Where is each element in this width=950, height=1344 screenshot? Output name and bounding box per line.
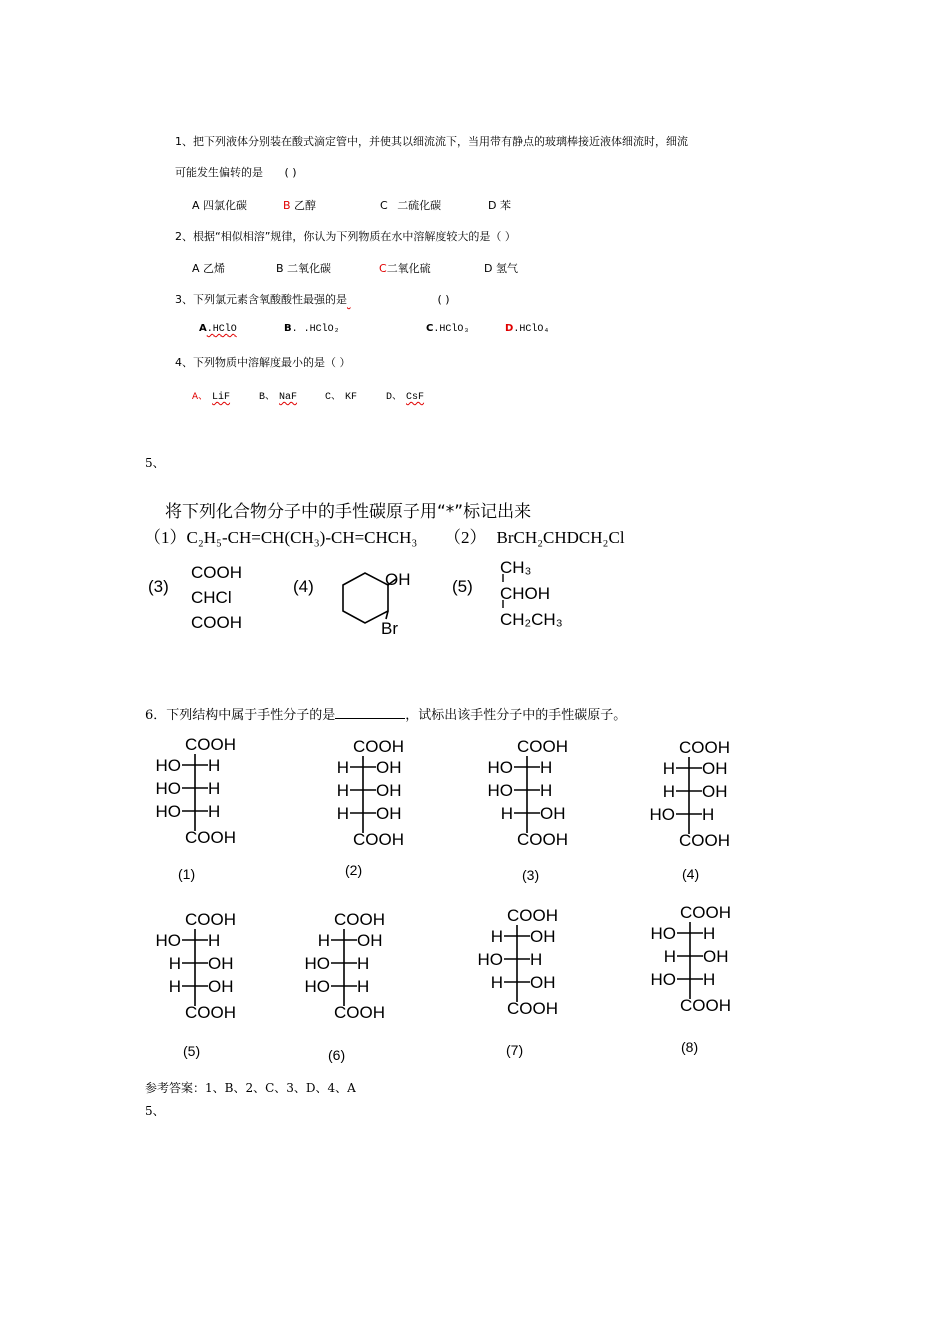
fischer-right-substituent: OH [376, 804, 402, 823]
fischer-projection-3 [477, 737, 582, 853]
fischer-svg [145, 735, 250, 851]
fischer-right-substituent: OH [208, 954, 234, 973]
fischer-label: (2) [345, 862, 363, 878]
q3-option-letter: D [505, 323, 514, 334]
fischer-left-substituent: HO [304, 977, 330, 996]
fischer-label: (7) [506, 1042, 524, 1058]
fischer-svg [477, 737, 582, 853]
fischer-left-substituent: HO [155, 931, 181, 950]
q3-option-letter: C [426, 323, 434, 334]
q4-option-letter: D、 [386, 392, 403, 403]
q3-option-a [199, 323, 237, 335]
fischer-right-substituent: H [540, 781, 553, 800]
q2-option-a [192, 260, 225, 276]
q6-stem [145, 704, 626, 723]
q5-compound-3-line: COOH [191, 613, 242, 632]
fischer-left-substituent: HO [155, 802, 181, 821]
q5-compound-5-line: CHOH [500, 584, 551, 603]
q5-compound-2 [444, 523, 625, 548]
q4-option-a [192, 387, 230, 403]
fischer-bottom-group: COOH [185, 1003, 236, 1022]
fischer-projection-8 [640, 903, 745, 1019]
fischer-left-substituent: H [336, 804, 349, 823]
fischer-left-substituent: H [168, 977, 181, 996]
q1-stem-line1: 1、把下列液体分别装在酸式滴定管中，并使其以细流流下，当用带有静点的玻璃棒接近液体细流时，细流 [175, 135, 688, 148]
fischer-projection-6 [294, 910, 399, 1026]
fischer-right-substituent: OH [702, 759, 728, 778]
q1-option-text: 乙醇 [294, 199, 317, 212]
q6-answer-blank [335, 707, 405, 719]
fischer-left-substituent: HO [487, 781, 513, 800]
q2-option-b [276, 260, 331, 276]
fischer-left-substituent: H [336, 758, 349, 777]
fischer-left-substituent: H [490, 973, 503, 992]
fischer-label: (5) [183, 1043, 201, 1059]
q5-compound-3 [191, 560, 242, 635]
fischer-bottom-group: COOH [680, 996, 731, 1015]
fischer-left-substituent: HO [649, 805, 675, 824]
fischer-projection-4 [639, 738, 744, 854]
fischer-top-group: COOH [353, 737, 404, 756]
q6-stem-b: ，试标出该手性分子中的手性碳原子。 [405, 708, 627, 723]
q3-stem-row [175, 291, 450, 307]
fischer-label: (6) [328, 1047, 346, 1063]
q1-stem-text: 可能发生偏转的是 [175, 166, 263, 179]
fischer-projection-2 [313, 737, 418, 853]
fischer-top-group: COOH [680, 903, 731, 922]
fischer-svg [467, 906, 572, 1022]
q4-option-d [386, 387, 424, 403]
fischer-right-substituent: OH [357, 931, 383, 950]
fischer-top-group: COOH [334, 910, 385, 929]
fischer-right-substituent: H [208, 779, 221, 798]
q3-option-text: .HClO [206, 324, 237, 335]
fischer-right-substituent: H [702, 805, 715, 824]
q4-option-letter: C、 [325, 392, 342, 403]
q4-option-text: KF [345, 392, 358, 403]
q5-compound-3-line: COOH [191, 563, 242, 582]
q4-option-letter: B、 [259, 392, 276, 403]
fischer-projection-1 [145, 735, 250, 851]
q2-option-letter: B [276, 262, 284, 275]
fischer-right-substituent: OH [703, 947, 729, 966]
fischer-top-group: COOH [679, 738, 730, 757]
q4-option-b [259, 387, 297, 403]
fischer-label: (4) [682, 866, 700, 882]
fischer-bottom-group: COOH [679, 831, 730, 850]
q3-answer-blank [347, 293, 432, 306]
fischer-left-substituent: H [317, 931, 330, 950]
fischer-left-substituent: H [663, 947, 676, 966]
q2-option-c [379, 260, 431, 276]
q2-option-letter: C [379, 262, 387, 275]
fischer-right-substituent: OH [530, 927, 556, 946]
fischer-label: (3) [522, 867, 540, 883]
fischer-right-substituent: H [208, 756, 221, 775]
fischer-right-substituent: H [208, 802, 221, 821]
q1-option-d [488, 197, 511, 213]
q5-compound-1 [144, 523, 417, 548]
q3-stem: 3、下列氯元素含氧酸酸性最强的是 [175, 293, 347, 306]
fischer-projection-7 [467, 906, 572, 1022]
q3-option-letter: B [284, 323, 292, 334]
q5-compound-5-line: CH₃ [500, 558, 532, 577]
q2-option-text: 二氧化碳 [287, 262, 332, 275]
fischer-top-group: COOH [185, 735, 236, 754]
q2-option-text: 乙烯 [203, 262, 226, 275]
q1-option-c [380, 197, 441, 213]
q5-title: 将下列化合物分子中的手性碳原子用“*”标记出来 [165, 502, 532, 522]
q3-option-text: .HClO₄ [513, 324, 550, 335]
fischer-svg [640, 903, 745, 1019]
fischer-left-substituent: H [662, 759, 675, 778]
fischer-left-substituent: H [662, 782, 675, 801]
q5-compound-label: （2） [444, 528, 487, 547]
fischer-label: (8) [681, 1039, 699, 1055]
fischer-left-substituent: HO [650, 970, 676, 989]
fischer-left-substituent: HO [487, 758, 513, 777]
q2-option-letter: D [484, 262, 493, 275]
q5-compound-4-br: Br [381, 619, 398, 638]
fischer-left-substituent: H [336, 781, 349, 800]
q1-option-letter: B [283, 199, 291, 212]
fischer-svg [313, 737, 418, 853]
q5-compound-formula: BrCH₂CHDCH₂Cl [496, 528, 625, 547]
q4-option-letter: A、 [192, 392, 209, 403]
fischer-right-substituent: H [540, 758, 553, 777]
q4-option-text: LiF [212, 392, 231, 403]
answer-key-q5: 5、 [145, 1104, 165, 1118]
q3-option-d [505, 323, 549, 335]
fischer-bottom-group: COOH [517, 830, 568, 849]
q1-option-text: 四氯化碳 [203, 199, 248, 212]
q1-stem-line2 [175, 164, 297, 180]
q3-option-text: . .HClO₂ [291, 324, 340, 335]
q5-compound-5-label: (5) [452, 577, 473, 596]
q6-stem-a: 6．下列结构中属于手性分子的是 [145, 708, 336, 723]
q3-option-text: .HClO₃ [433, 324, 470, 335]
q5-compound-3-label: (3) [148, 577, 169, 596]
fischer-left-substituent: HO [304, 954, 330, 973]
q1-option-letter: D [488, 199, 497, 212]
q2-option-d [484, 260, 518, 276]
answer-key: 参考答案：1、B、2、C、3、D、4、A [145, 1081, 356, 1095]
fischer-top-group: COOH [517, 737, 568, 756]
q5-compound-5-bonds [500, 570, 510, 640]
fischer-bottom-group: COOH [507, 999, 558, 1018]
fischer-projection-5 [145, 910, 250, 1026]
fischer-right-substituent: H [208, 931, 221, 950]
fischer-svg [145, 910, 250, 1026]
fischer-right-substituent: OH [702, 782, 728, 801]
q3-option-letter: A [199, 323, 207, 334]
fischer-left-substituent: H [168, 954, 181, 973]
fischer-bottom-group: COOH [334, 1003, 385, 1022]
q2-option-letter: A [192, 262, 200, 275]
fischer-right-substituent: H [357, 977, 370, 996]
fischer-right-substituent: OH [540, 804, 566, 823]
q1-option-b [283, 197, 316, 213]
q5-compound-formula: C₂H₅-CH=CH(CH₃)-CH=CHCH₃ [186, 528, 418, 547]
q5-compound-5-line: CH₂CH₃ [500, 610, 563, 629]
q3-option-c [426, 323, 469, 335]
q1-option-text: 苯 [499, 199, 511, 212]
fischer-left-substituent: HO [650, 924, 676, 943]
fischer-right-substituent: H [703, 924, 716, 943]
fischer-left-substituent: HO [155, 779, 181, 798]
q5-compound-3-line: CHCl [191, 588, 232, 607]
fischer-svg [294, 910, 399, 1026]
q2-option-text: 二氧化硫 [386, 262, 431, 275]
fischer-left-substituent: HO [155, 756, 181, 775]
q1-option-text: 二硫化碳 [397, 199, 442, 212]
q4-option-c [325, 387, 357, 403]
q4-option-text: NaF [279, 392, 298, 403]
q1-option-letter: A [192, 199, 200, 212]
q3-paren: ( ) [437, 293, 450, 306]
fischer-bottom-group: COOH [185, 828, 236, 847]
q5-compound-4-oh: OH [385, 570, 411, 589]
q2-stem: 2、根据“相似相溶”规律，你认为下列物质在水中溶解度较大的是（ ） [175, 230, 516, 243]
fischer-right-substituent: H [703, 970, 716, 989]
fischer-top-group: COOH [185, 910, 236, 929]
q5-compound-4-label: (4) [293, 577, 314, 596]
fischer-right-substituent: OH [376, 781, 402, 800]
q1-paren: ( ) [284, 166, 297, 179]
q1-option-a [192, 197, 247, 213]
q3-option-b [284, 323, 340, 335]
q1-option-letter: C [380, 199, 388, 212]
q4-stem: 4、下列物质中溶解度最小的是（ ） [175, 356, 351, 369]
ring-shape [343, 573, 388, 623]
q5-number: 5、 [145, 456, 165, 470]
fischer-label: (1) [178, 866, 196, 882]
q2-option-text: 氢气 [495, 262, 518, 275]
fischer-svg [639, 738, 744, 854]
fischer-left-substituent: H [500, 804, 513, 823]
fischer-right-substituent: OH [530, 973, 556, 992]
q5-compound-label: （1） [144, 528, 187, 547]
fischer-left-substituent: H [490, 927, 503, 946]
fischer-top-group: COOH [507, 906, 558, 925]
fischer-left-substituent: HO [477, 950, 503, 969]
fischer-bottom-group: COOH [353, 830, 404, 849]
fischer-right-substituent: H [357, 954, 370, 973]
q4-option-text: CsF [406, 392, 425, 403]
fischer-right-substituent: H [530, 950, 543, 969]
fischer-right-substituent: OH [208, 977, 234, 996]
fischer-right-substituent: OH [376, 758, 402, 777]
